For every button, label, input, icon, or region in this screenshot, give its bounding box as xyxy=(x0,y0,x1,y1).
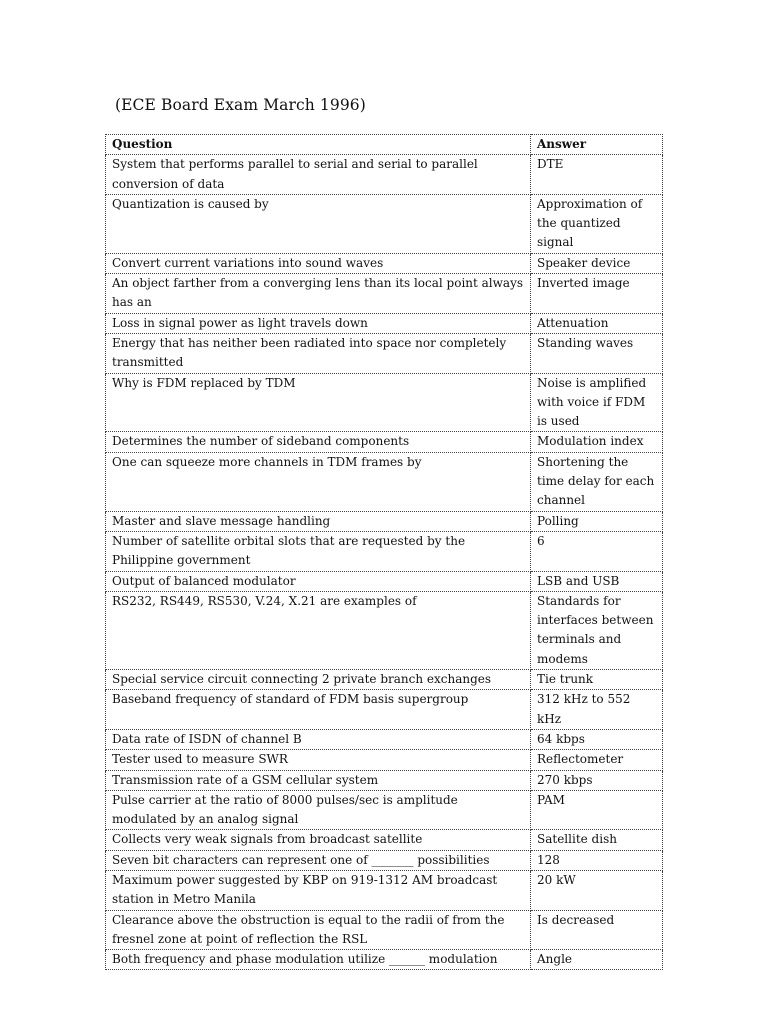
answer-cell: Standards for interfaces between terminals and modems xyxy=(531,591,663,669)
answer-cell: Tie trunk xyxy=(531,670,663,690)
question-cell: Pulse carrier at the ratio of 8000 pulses/sec is amplitude modulated by an analog signal xyxy=(106,790,531,830)
column-header-answer: Answer xyxy=(531,135,663,155)
table-row xyxy=(106,531,663,571)
table-row xyxy=(106,432,663,452)
answer-cell: Is decreased xyxy=(531,910,663,950)
question-cell: Seven bit characters can represent one of _______ possibilities xyxy=(106,850,531,870)
answer-cell: Angle xyxy=(531,950,663,970)
question-cell: Output of balanced modulator xyxy=(106,571,531,591)
answer-cell: Standing waves xyxy=(531,333,663,373)
table-row xyxy=(106,770,663,790)
table-row xyxy=(106,910,663,950)
answer-cell: 64 kbps xyxy=(531,729,663,749)
answer-cell: Satellite dish xyxy=(531,830,663,850)
table-row xyxy=(106,870,663,910)
table-header-row xyxy=(106,135,663,155)
question-cell: Determines the number of sideband components xyxy=(106,432,531,452)
answer-cell: Modulation index xyxy=(531,432,663,452)
table-row xyxy=(106,511,663,531)
answer-cell: Noise is amplified with voice if FDM is used xyxy=(531,373,663,432)
question-cell: Transmission rate of a GSM cellular system xyxy=(106,770,531,790)
question-cell: Number of satellite orbital slots that are requested by the Philippine government xyxy=(106,531,531,571)
question-cell: Both frequency and phase modulation utilize ______ modulation xyxy=(106,950,531,970)
question-cell: RS232, RS449, RS530, V.24, X.21 are examples of xyxy=(106,591,531,669)
answer-cell: Shortening the time delay for each channel xyxy=(531,452,663,511)
table-row xyxy=(106,194,663,253)
question-cell: Clearance above the obstruction is equal to the radii of from the fresnel zone at point of reflection the RSL xyxy=(106,910,531,950)
question-cell: Quantization is caused by xyxy=(106,194,531,253)
table-row xyxy=(106,571,663,591)
question-cell: Special service circuit connecting 2 private branch exchanges xyxy=(106,670,531,690)
answer-cell: LSB and USB xyxy=(531,571,663,591)
table-row xyxy=(106,155,663,195)
table-row xyxy=(106,729,663,749)
answer-cell: Reflectometer xyxy=(531,750,663,770)
answer-cell: Attenuation xyxy=(531,313,663,333)
question-cell: Convert current variations into sound waves xyxy=(106,253,531,273)
question-cell: Energy that has neither been radiated into space nor completely transmitted xyxy=(106,333,531,373)
table-row xyxy=(106,690,663,730)
table-row xyxy=(106,274,663,314)
answer-cell: 20 kW xyxy=(531,870,663,910)
table-row xyxy=(106,790,663,830)
qa-table xyxy=(105,134,663,970)
answer-cell: 312 kHz to 552 kHz xyxy=(531,690,663,730)
table-body xyxy=(106,155,663,970)
question-cell: Maximum power suggested by KBP on 919-1312 AM broadcast station in Metro Manila xyxy=(106,870,531,910)
answer-cell: 270 kbps xyxy=(531,770,663,790)
question-cell: Collects very weak signals from broadcast satellite xyxy=(106,830,531,850)
table-row xyxy=(106,830,663,850)
question-cell: Master and slave message handling xyxy=(106,511,531,531)
answer-cell: Inverted image xyxy=(531,274,663,314)
question-cell: Baseband frequency of standard of FDM basis supergroup xyxy=(106,690,531,730)
answer-cell: Approximation of the quantized signal xyxy=(531,194,663,253)
table-row xyxy=(106,452,663,511)
question-cell: One can squeeze more channels in TDM frames by xyxy=(106,452,531,511)
question-cell: Loss in signal power as light travels down xyxy=(106,313,531,333)
question-cell: Tester used to measure SWR xyxy=(106,750,531,770)
table-row xyxy=(106,373,663,432)
table-row xyxy=(106,591,663,669)
answer-cell: PAM xyxy=(531,790,663,830)
question-cell: An object farther from a converging lens than its local point always has an xyxy=(106,274,531,314)
answer-cell: Polling xyxy=(531,511,663,531)
answer-cell: 6 xyxy=(531,531,663,571)
column-header-question: Question xyxy=(106,135,531,155)
answer-cell: DTE xyxy=(531,155,663,195)
answer-cell: 128 xyxy=(531,850,663,870)
table-row xyxy=(106,750,663,770)
table-row xyxy=(106,670,663,690)
question-cell: System that performs parallel to serial and serial to parallel conversion of data xyxy=(106,155,531,195)
table-row xyxy=(106,333,663,373)
question-cell: Data rate of ISDN of channel B xyxy=(106,729,531,749)
table-row xyxy=(106,850,663,870)
answer-cell: Speaker device xyxy=(531,253,663,273)
table-row xyxy=(106,253,663,273)
table-row xyxy=(106,313,663,333)
table-row xyxy=(106,950,663,970)
question-cell: Why is FDM replaced by TDM xyxy=(106,373,531,432)
page-title: (ECE Board Exam March 1996) xyxy=(115,96,366,114)
